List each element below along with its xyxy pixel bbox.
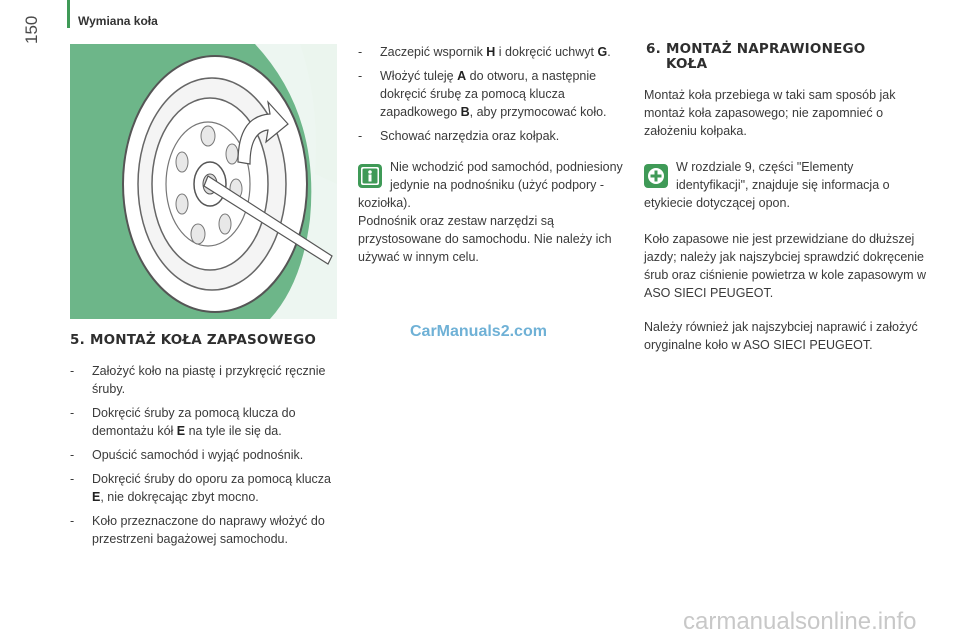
middle-steps	[358, 43, 638, 151]
list-item	[70, 512, 340, 548]
info-note-text: W rozdziale 9, części "Elementy identyfikacji", znajduje się informacja o etykiecie dotyczącej opon.	[644, 160, 890, 210]
info-icon	[358, 164, 382, 188]
step-ref-letter: H	[486, 45, 496, 59]
step-text: , aby przymocować koło.	[469, 105, 607, 119]
step-text: Opuścić samochód i wyjąć podnośnik.	[92, 448, 304, 462]
section-6-title-line2: KOŁA	[666, 56, 708, 72]
list-item	[70, 470, 340, 506]
section-header: Wymiana koła	[78, 14, 158, 28]
wheel-mounting-illustration	[70, 44, 337, 319]
bullet-dash: -	[70, 472, 75, 486]
step-text: Włożyć tuleję	[380, 69, 458, 83]
section-6-paragraph-1: Montaż koła przebiega w taki sam sposób jak montaż koła zapasowego; nie zapomnieć o założeniu kołpaka.	[644, 88, 896, 138]
list-item	[358, 43, 638, 61]
jack-tools-paragraph: Podnośnik oraz zestaw narzędzi są przystosowane do samochodu. Nie należy ich używać w innym celu.	[358, 214, 612, 264]
bullet-dash: -	[358, 69, 363, 83]
info-note	[644, 158, 929, 212]
step-ref-letter: G	[597, 45, 608, 59]
bullet-dash: -	[358, 129, 363, 143]
step-text: i dokręcić uchwyt	[495, 45, 598, 59]
bullet-dash: -	[70, 406, 75, 420]
step-text: , nie dokręcając zbyt mocno.	[100, 490, 259, 504]
bullet-dash: -	[70, 514, 75, 528]
section-6-number: 6.	[646, 41, 661, 57]
step-ref-letter: A	[457, 69, 467, 83]
list-item	[358, 127, 638, 145]
warning-note-text: Nie wchodzić pod samochód, podniesiony jedynie na podnośniku (użyć podpory - koziołka).	[358, 160, 623, 210]
section-6-paragraph-3: Należy również jak najszybciej naprawić i założyć oryginalne koło w ASO SIECI PEUGEOT.	[644, 320, 918, 352]
step-text: Koło przeznaczone do naprawy włożyć do przestrzeni bagażowej samochodu.	[92, 514, 325, 546]
section-6-heading	[646, 42, 916, 72]
list-item	[358, 67, 638, 121]
section-6-title-line1: MONTAŻ NAPRAWIONEGO	[666, 41, 866, 57]
list-item	[70, 362, 340, 398]
plus-icon	[644, 164, 668, 188]
step-ref-letter: B	[460, 105, 470, 119]
list-item	[70, 446, 340, 464]
step-text: Dokręcić śruby za pomocą klucza do demontażu kół	[92, 406, 296, 438]
warning-note	[358, 158, 633, 212]
list-item	[70, 404, 340, 440]
watermark-carmanualsonline: carmanualsonline.info	[683, 608, 917, 635]
bullet-dash: -	[358, 45, 363, 59]
step-text: do otworu, a następnie dokręcić śrubę za pomocą klucza zapadkowego	[380, 69, 597, 119]
step-text: .	[607, 45, 611, 59]
step-text: Schować narzędzia oraz kołpak.	[380, 129, 560, 143]
step-text: Założyć koło na piastę i przykręcić ręcznie śruby.	[92, 364, 326, 396]
watermark-carmanuals2: CarManuals2.com	[410, 323, 547, 340]
bullet-dash: -	[70, 448, 75, 462]
step-ref-letter: E	[176, 424, 186, 438]
section-5-title: MONTAŻ KOŁA ZAPASOWEGO	[90, 332, 317, 348]
step-ref-letter: E	[92, 490, 101, 504]
step-text: Dokręcić śruby do oporu za pomocą klucza	[92, 472, 332, 486]
section-5-number: 5.	[70, 332, 85, 348]
step-text: na tyle ile się da.	[185, 424, 282, 438]
section-5-steps	[70, 362, 340, 554]
header-accent-bar	[67, 0, 70, 28]
bullet-dash: -	[70, 364, 75, 378]
page-number: 150	[22, 15, 41, 44]
section-5-heading	[70, 332, 316, 348]
step-text: Zaczepić wspornik	[380, 45, 487, 59]
section-6-paragraph-2: Koło zapasowe nie jest przewidziane do dłuższej jazdy; należy jak najszybciej sprawdzić dokręcenie śrub oraz ciśnienie powietrza w kole zapasowym w ASO SIECI PEUGEOT.	[644, 232, 927, 300]
